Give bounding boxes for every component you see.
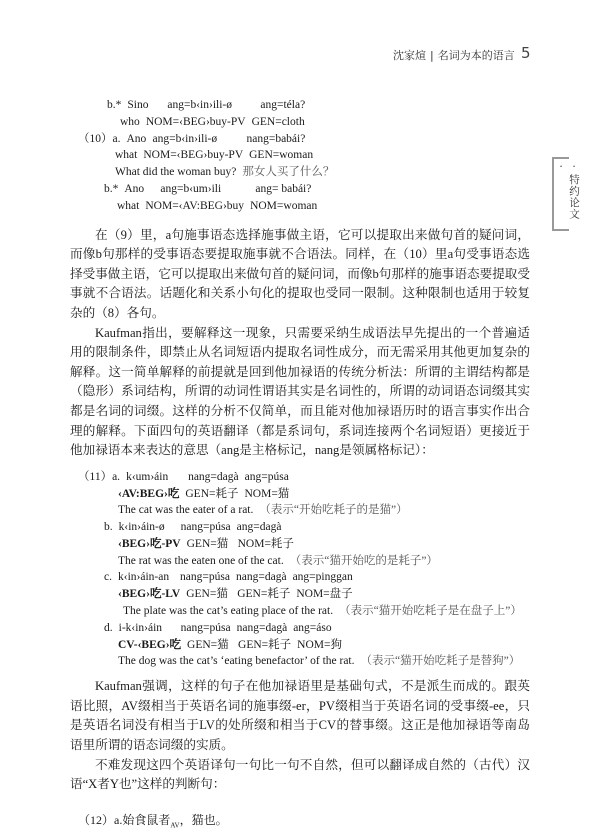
example-11-translation bbox=[118, 553, 530, 570]
example-text: ，猫也。 bbox=[179, 812, 228, 827]
word: k‹in›áin-ø bbox=[118, 521, 165, 534]
gloss: GEN=耗子 bbox=[237, 588, 291, 601]
gloss: GEN=woman bbox=[249, 149, 314, 162]
example-label: （12）a. bbox=[78, 812, 123, 827]
gloss: GEN=猫 bbox=[187, 638, 229, 651]
gloss: NOM=猫 bbox=[244, 487, 290, 500]
word: ang=áso bbox=[293, 621, 332, 634]
gloss: NOM=耗子 bbox=[237, 537, 294, 550]
example-11-translation bbox=[123, 603, 530, 620]
example-label: （11）a. bbox=[78, 470, 121, 483]
gloss: NOM=‹BEG›buy-PV bbox=[145, 115, 246, 128]
gloss: GEN=耗子 bbox=[238, 638, 292, 651]
header-author: 沈家煊 bbox=[393, 49, 426, 62]
word: nang=dagà bbox=[236, 621, 288, 634]
example-12a bbox=[78, 812, 530, 834]
example-11-words bbox=[78, 469, 530, 486]
gloss: GEN=cloth bbox=[251, 115, 305, 128]
word: nang=babái? bbox=[246, 132, 306, 145]
side-tab bbox=[552, 157, 580, 231]
word: Sino bbox=[127, 99, 149, 111]
example-11-gloss bbox=[118, 586, 530, 603]
word: nang=dagà bbox=[188, 470, 239, 483]
gloss: GEN=耗子 bbox=[185, 487, 239, 500]
body-paragraphs-2 bbox=[70, 677, 530, 795]
word: nang=dagà bbox=[236, 571, 287, 584]
gloss: ‹BEG›吃-LV bbox=[118, 588, 181, 601]
translation-cn: 那女人买了什么？ bbox=[242, 166, 335, 179]
gloss: what bbox=[117, 199, 140, 212]
word: ang=b‹in›ili-ø bbox=[152, 132, 218, 145]
example-label: d. bbox=[104, 621, 113, 634]
example-11 bbox=[70, 469, 530, 671]
gloss: NOM=‹BEG›buy-PV bbox=[143, 149, 244, 162]
word: ang=púsa bbox=[244, 470, 289, 483]
gloss: ‹AV:BEG›吃 bbox=[118, 487, 180, 500]
word: Ano bbox=[126, 132, 147, 145]
translation-note: （表示“开始吃耗子的是猫”） bbox=[259, 504, 408, 517]
example-label: c. bbox=[104, 571, 112, 584]
running-header bbox=[393, 47, 515, 63]
translation-note: （表示“猫开始吃的是耗子”） bbox=[289, 554, 438, 567]
word: k‹um›áin bbox=[126, 470, 169, 483]
word: nang=púsa bbox=[180, 621, 231, 634]
example-9b-gloss bbox=[120, 114, 530, 131]
gloss: NOM=狗 bbox=[297, 638, 342, 651]
example-10a bbox=[78, 131, 530, 148]
translation-note: （表示“猫开始吃耗子是替狗”） bbox=[360, 655, 521, 668]
translation: The plate was the cat’s eating place of the rat. bbox=[123, 605, 334, 618]
paragraph: Kaufman指出，要解释这一现象，只需要采纳生成语法早先提出的一个普遍适用的限制条件，即禁止从名词短语内提取名词性成分，而无需采用其他更加复杂的解释。这一简单解释的前提就是回到他加禄语的传统分析法：所谓的主谓结构都是（隐形）系词结构，所谓的动词性谓语其实是名词性的，所谓的动词语态词缀其实都是名词的词缀。这样的分析不仅简单，而且能对他加禄语历时的语言事实作出合理的解释。下面四句的英语翻译（都是系词句，系词连接两个名词短语）更接近于他加禄语本来表达的意思（ang是主格标记，nang是领属格标记）： bbox=[70, 325, 530, 458]
example-11-gloss bbox=[118, 536, 530, 553]
word: ang=téla? bbox=[260, 99, 306, 111]
subscript: AV bbox=[170, 821, 180, 830]
side-tab-label: ·特约论文· bbox=[555, 161, 580, 220]
gloss: GEN=猫 bbox=[186, 537, 229, 550]
example-text: 始食鼠者 bbox=[122, 812, 171, 827]
example-label: b.* bbox=[104, 182, 119, 195]
translation: The rat was the eaten one of the cat. bbox=[118, 554, 284, 567]
gloss: CV-‹BEG›吃 bbox=[118, 638, 182, 651]
gloss: NOM=woman bbox=[250, 199, 318, 212]
example-11-words bbox=[104, 620, 530, 637]
main-column bbox=[70, 97, 530, 834]
body-paragraphs-1 bbox=[70, 226, 530, 461]
example-label: （10）a. bbox=[78, 132, 121, 145]
gloss: what bbox=[115, 149, 138, 162]
example-11-gloss bbox=[118, 486, 530, 503]
example-10b-gloss bbox=[117, 198, 530, 215]
word: i-k‹in›áin bbox=[118, 621, 163, 634]
gloss: NOM=‹AV:BEG›buy bbox=[145, 199, 245, 212]
example-9b bbox=[107, 97, 530, 114]
example-10a-gloss bbox=[115, 147, 530, 164]
translation: The cat was the eater of a rat. bbox=[118, 504, 254, 517]
example-label: b. bbox=[104, 521, 113, 534]
example-11-translation bbox=[118, 502, 530, 519]
example-10a-translation bbox=[115, 164, 530, 181]
translation-note: （表示“猫开始吃耗子是在盘子上”） bbox=[339, 605, 522, 618]
word: ang=dagà bbox=[236, 521, 282, 534]
word: nang=púsa bbox=[180, 521, 231, 534]
word: Ano bbox=[124, 182, 145, 195]
example-11-words bbox=[104, 519, 530, 536]
paragraph: 在（9）里，a句施事语态选择施事做主语，它可以提取出来做句首的疑问词，而像b句那样的受事语态要提取施事就不合语法。同样，在（10）里a句受事语态选择受事做主语，它可以提取出来做句首的疑问词，而像b句那样的施事语态要提取受事就不合语法。话题化和关系小句化的提取也受同一限制。这种限制也适用于较复杂的（8）各句。 bbox=[70, 227, 530, 320]
example-11-gloss bbox=[118, 637, 530, 654]
example-11-translation bbox=[118, 653, 530, 670]
example-10b bbox=[104, 181, 530, 198]
paragraph: Kaufman强调，这样的句子在他加禄语里是基础句式，不是派生而成的。跟英语比照，AV缀相当于英语名词的施事缀-er，PV缀相当于英语名词的受事缀-ee，只是英语名词没有相当于LV的处所缀和相当于CV的替事缀。这正是他加禄语等南岛语里所谓的语态词缀的实质。 bbox=[70, 679, 530, 753]
translation: What did the woman buy? bbox=[115, 166, 237, 179]
gloss: ‹BEG›吃-PV bbox=[118, 537, 181, 550]
translation: The dog was the cat’s ‘eating benefactor’ of the rat. bbox=[118, 655, 355, 668]
word: nang=púsa bbox=[180, 571, 230, 584]
word: ang=b‹um›ili bbox=[160, 182, 222, 195]
page-number: 5 bbox=[521, 44, 531, 62]
gloss: who bbox=[120, 115, 140, 128]
header-title: 名词为本的语言 bbox=[437, 49, 515, 62]
gloss: GEN=猫 bbox=[186, 588, 228, 601]
gloss: NOM=盘子 bbox=[296, 588, 353, 601]
word: ang=pinggan bbox=[292, 571, 353, 584]
word: k‹in›áin-an bbox=[118, 571, 170, 584]
example-11-words bbox=[104, 569, 530, 586]
word: ang=b‹in›ili-ø bbox=[167, 99, 232, 111]
paragraph: 不难发现这四个英语译句一句比一句不自然，但可以翻译成自然的（古代）汉语“X者Y也”这样的判断句： bbox=[70, 757, 530, 792]
header-separator: | bbox=[430, 49, 434, 62]
word: ang= babái? bbox=[255, 182, 312, 195]
example-label: b.* bbox=[107, 99, 122, 111]
